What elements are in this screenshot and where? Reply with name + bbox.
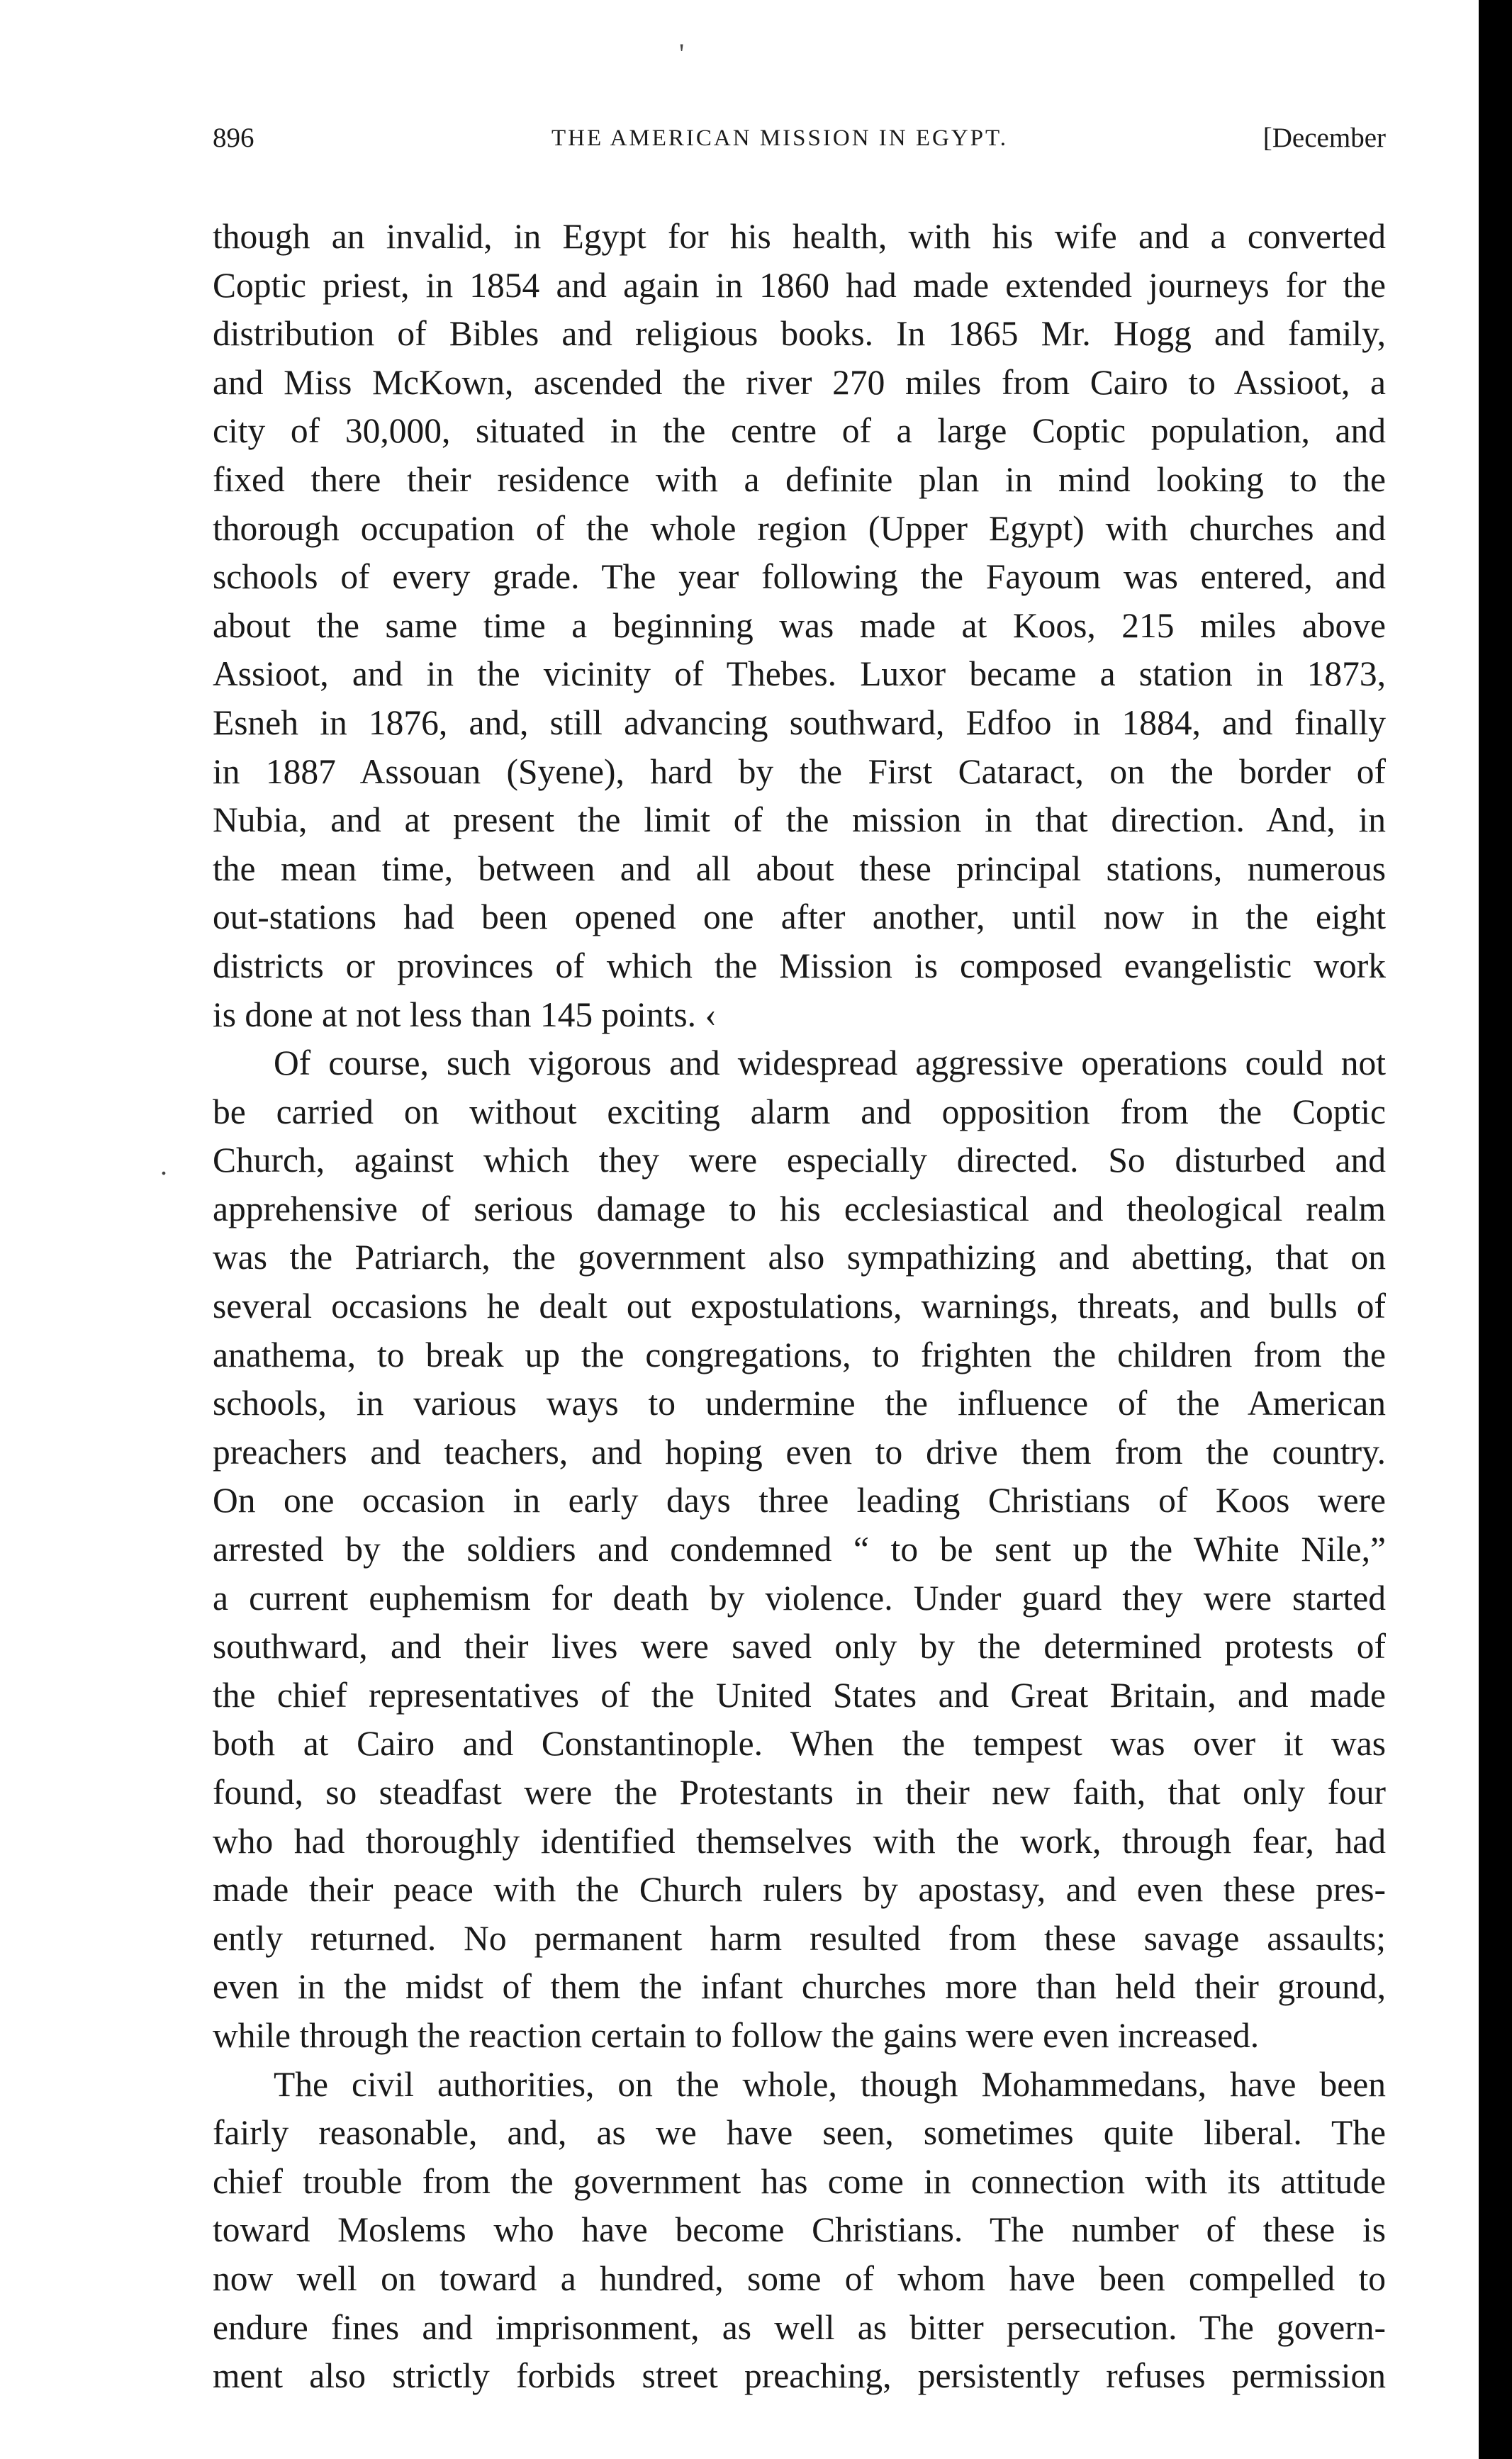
text-line: endure fines and imprisonment, as well as bitter persecution. The govern- <box>213 2307 1386 2347</box>
text-line: a current euphemism for death by violence. Under guard they were started <box>213 1578 1386 1618</box>
text-line-paragraph-end: is done at not less than 145 points. ‹ <box>213 995 717 1034</box>
text-line: Assioot, and in the vicinity of Thebes. Luxor became a station in 1873, <box>213 654 1386 694</box>
text-line: Nubia, and at present the limit of the mission in that direction. And, in <box>213 800 1386 840</box>
text-line: chief trouble from the government has come in connection with its attitude <box>213 2161 1386 2201</box>
text-line: schools, in various ways to undermine the influence of the American <box>213 1384 1386 1423</box>
running-month: [December <box>1262 123 1386 153</box>
text-line: city of 30,000, situated in the centre of a large Coptic population, and <box>213 411 1386 451</box>
text-line: about the same time a beginning was made at Koos, 215 miles above <box>213 605 1386 645</box>
text-line: fairly reasonable, and, as we have seen, sometimes quite liberal. The <box>213 2113 1386 2153</box>
text-line: arrested by the soldiers and condemned “ to be sent up the White Nile,” <box>213 1530 1386 1569</box>
text-line: in 1887 Assouan (Syene), hard by the First Cataract, on the border of <box>213 751 1386 791</box>
text-line: Esneh in 1876, and, still advancing southward, Edfoo in 1884, and finally <box>213 702 1386 742</box>
text-line: be carried on without exciting alarm and opposition from the Coptic <box>213 1092 1386 1131</box>
scan-edge-border <box>1479 0 1512 2459</box>
text-line: preachers and teachers, and hoping even to drive them from the country. <box>213 1432 1386 1472</box>
text-line-paragraph-start: Of course, such vigorous and widespread aggressive operations could not <box>274 1043 1386 1083</box>
text-line: districts or provinces of which the Mission is composed evangelistic work <box>213 946 1386 985</box>
text-line: found, so steadfast were the Protestants in their new faith, that only four <box>213 1773 1386 1812</box>
text-line-paragraph-start: The civil authorities, on the whole, though Mohammedans, have been <box>274 2064 1386 2104</box>
text-line: ently returned. No permanent harm resulted from these savage assaults; <box>213 1918 1386 1958</box>
text-line: several occasions he dealt out expostulations, warnings, threats, and bulls of <box>213 1287 1386 1326</box>
running-head <box>213 117 1386 159</box>
text-line: out-stations had been opened one after another, until now in the eight <box>213 897 1386 937</box>
body-text <box>213 213 1386 2401</box>
text-line: southward, and their lives were saved only by the determined protests of <box>213 1627 1386 1667</box>
text-line-paragraph-end: while through the reaction certain to follow the gains were even increased. <box>213 2015 1260 2055</box>
text-line: schools of every grade. The year following the Fayoum was entered, and <box>213 557 1386 597</box>
text-line: Church, against which they were especially directed. So disturbed and <box>213 1141 1386 1180</box>
text-line: even in the midst of them the infant churches more than held their ground, <box>213 1967 1386 2007</box>
text-line: who had thoroughly identified themselves with the work, through fear, had <box>213 1821 1386 1861</box>
text-line: though an invalid, in Egypt for his health, with his wife and a converted <box>213 217 1386 256</box>
text-line: toward Moslems who have become Christians. The number of these is <box>213 2210 1386 2250</box>
text-line: Coptic priest, in 1854 and again in 1860 had made extended journeys for the <box>213 265 1386 305</box>
text-line: thorough occupation of the whole region (Upper Egypt) with churches and <box>213 508 1386 548</box>
text-line: On one occasion in early days three leading Christians of Koos were <box>213 1481 1386 1520</box>
text-line: distribution of Bibles and religious books. In 1865 Mr. Hogg and family, <box>213 314 1386 354</box>
text-line: now well on toward a hundred, some of whom have been compelled to <box>213 2258 1386 2298</box>
text-line: anathema, to break up the congregations, to frighten the children from the <box>213 1335 1386 1374</box>
text-line: and Miss McKown, ascended the river 270 miles from Cairo to Assioot, a <box>213 362 1386 402</box>
text-line: was the Patriarch, the government also sympathizing and abetting, that on <box>213 1238 1386 1277</box>
text-line: the chief representatives of the United States and Great Britain, and made <box>213 1675 1386 1715</box>
text-line: both at Cairo and Constantinople. When the tempest was over it was <box>213 1724 1386 1764</box>
text-line: made their peace with the Church rulers by apostasy, and even these pres- <box>213 1870 1386 1910</box>
text-line: the mean time, between and all about these principal stations, numerous <box>213 848 1386 888</box>
stray-mark-margin: . <box>160 1149 167 1181</box>
running-title: THE AMERICAN MISSION IN EGYPT. <box>551 125 1008 151</box>
page-number: 896 <box>213 123 254 153</box>
stray-mark-top: ' <box>679 38 685 69</box>
text-line: apprehensive of serious damage to his ecclesiastical and theological realm <box>213 1189 1386 1228</box>
text-line: ment also strictly forbids street preaching, persistently refuses permission <box>213 2356 1386 2396</box>
text-line: fixed there their residence with a definite plan in mind looking to the <box>213 459 1386 499</box>
